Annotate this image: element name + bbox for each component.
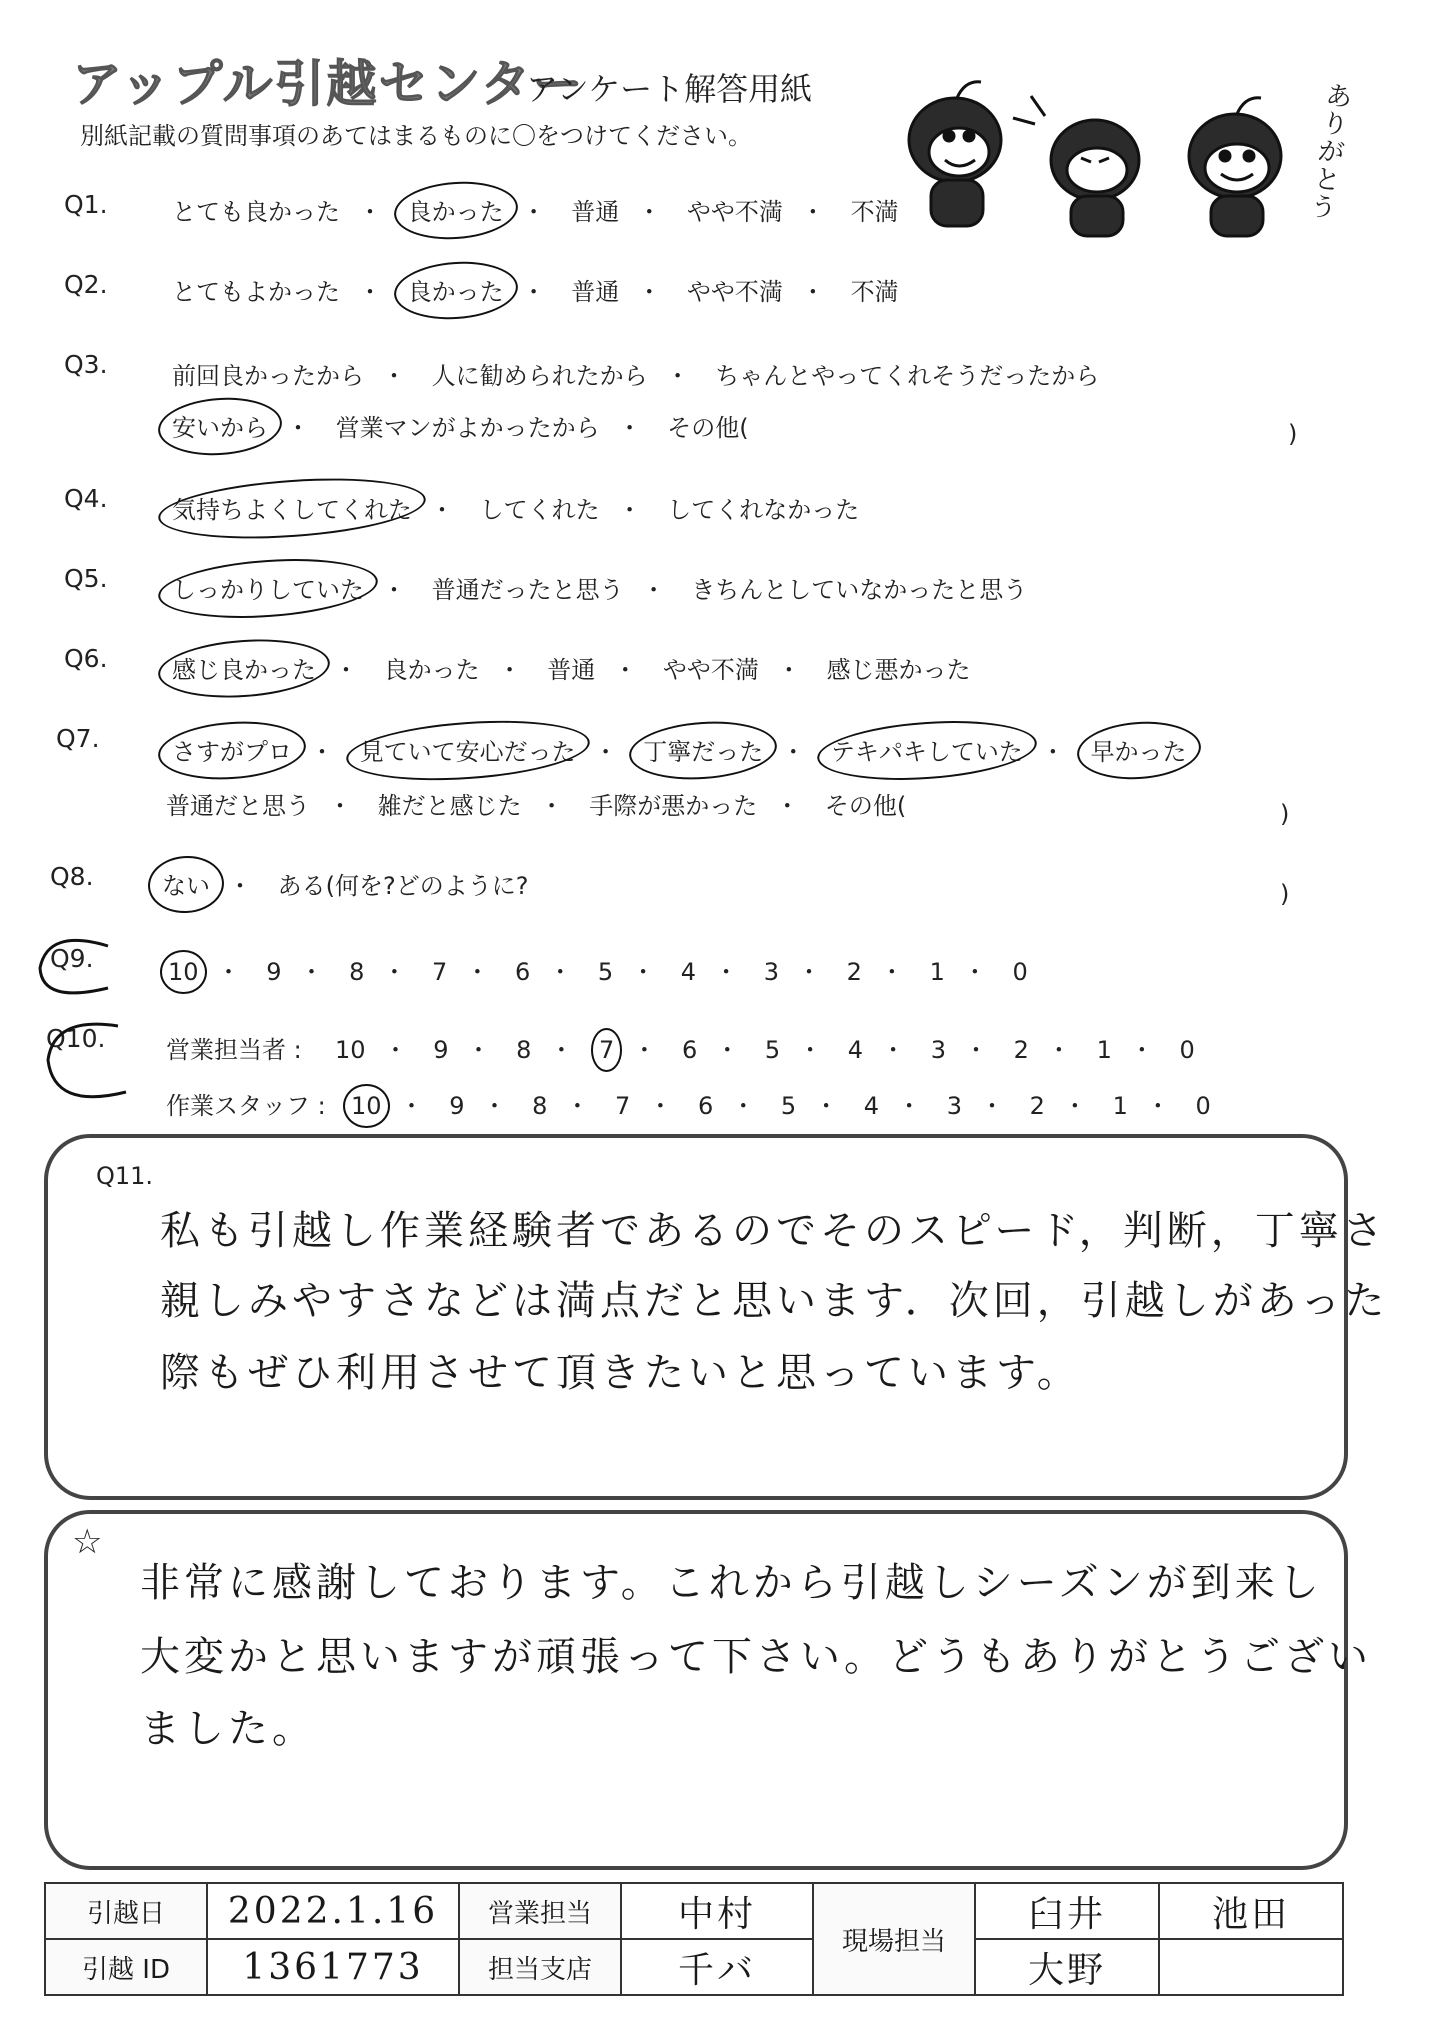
- q10-sales-score[interactable]: 10: [335, 1036, 366, 1064]
- q10-staff-score[interactable]: 2: [1029, 1092, 1045, 1120]
- q9-score[interactable]: 4: [680, 958, 697, 986]
- q2-option-selected[interactable]: 良かった: [408, 272, 504, 307]
- q10-staff-score[interactable]: 6: [697, 1092, 714, 1120]
- q3-option[interactable]: 人に勧められたから: [431, 362, 648, 390]
- q10-staff-score[interactable]: 1: [1112, 1092, 1128, 1120]
- q10-staff-score[interactable]: 5: [780, 1092, 797, 1120]
- star-comment-line: ました。: [140, 1706, 316, 1752]
- q9-score[interactable]: 9: [266, 958, 282, 986]
- q10-sales-score[interactable]: 8: [516, 1036, 532, 1064]
- q6-options: 感じ良かった ・ 良かった ・ 普通 ・ やや不満 ・ 感じ悪かった: [172, 650, 971, 685]
- q7-options-line1: さすがプロ ・ 見ていて安心だった ・ 丁寧だった ・ テキパキしていた ・ 早かった: [172, 732, 1187, 767]
- q9-score[interactable]: 5: [597, 958, 614, 986]
- branch-label: 担当支店: [459, 1939, 621, 1995]
- q8-label: Q8.: [50, 862, 94, 891]
- q10-label: Q10.: [46, 1024, 106, 1053]
- q10-staff-score-selected[interactable]: 10: [351, 1092, 382, 1120]
- q6-option[interactable]: 普通: [547, 656, 596, 684]
- q9-score-selected[interactable]: 10: [168, 958, 199, 986]
- thanks-text: ありがとう: [1308, 80, 1354, 225]
- q10-staff-score[interactable]: 7: [615, 1092, 631, 1120]
- q3-option[interactable]: 営業マンがよかったから: [335, 414, 600, 442]
- q3-options-line2: 安いから ・ 営業マンがよかったから ・ その他(: [172, 408, 749, 443]
- q6-option[interactable]: やや不満: [662, 656, 759, 684]
- q1-option[interactable]: とても良かった: [172, 198, 340, 226]
- q8-option[interactable]: ある(何を?どのように?: [277, 872, 529, 900]
- q7-option-selected[interactable]: 見ていて安心だった: [360, 732, 576, 767]
- instruction-text: 別紙記載の質問事項のあてはまるものに〇をつけてください。: [80, 122, 752, 150]
- q7-options-line2: 普通だと思う ・ 雑だと感じた ・ 手際が悪かった ・ その他(: [166, 786, 906, 821]
- q7-close-paren: ): [1280, 800, 1290, 828]
- q10-staff-score[interactable]: 3: [946, 1092, 962, 1120]
- q10-staff-row: 作業スタッフ : 10 ・ 9 ・ 8 ・ 7 ・ 6 ・ 5 ・ 4 ・ 3 ・ 2 ・ 1 ・ 0: [166, 1092, 1211, 1120]
- q2-option[interactable]: とてもよかった: [172, 278, 340, 306]
- q10-staff-score[interactable]: 0: [1195, 1092, 1211, 1120]
- q1-label: Q1.: [64, 190, 108, 219]
- site-staff-2[interactable]: 池田: [1159, 1883, 1343, 1939]
- footer-info-table: [44, 1882, 1344, 1996]
- q3-option[interactable]: ちゃんとやってくれそうだったから: [715, 362, 1100, 390]
- sales-value[interactable]: 中村: [621, 1883, 813, 1939]
- q9-score[interactable]: 8: [349, 958, 365, 986]
- q4-options: 気持ちよくしてくれた ・ してくれた ・ してくれなかった: [172, 490, 859, 525]
- q4-option[interactable]: してくれた: [479, 496, 600, 524]
- move-date-label: 引越日: [45, 1883, 207, 1939]
- q9-score[interactable]: 7: [432, 958, 448, 986]
- q1-option-selected[interactable]: 良かった: [408, 192, 504, 227]
- q5-option[interactable]: きちんとしていなかったと思う: [691, 576, 1028, 604]
- q10-staff-score[interactable]: 4: [863, 1092, 880, 1120]
- q7-option-selected[interactable]: 丁寧だった: [643, 732, 763, 767]
- form-subtitle: アンケート解答用紙: [526, 70, 813, 108]
- q5-label: Q5.: [64, 564, 108, 593]
- q11-comment-line: 際もぜひ利用させて頂きたいと思っています。: [160, 1350, 1081, 1396]
- q10-sales-score[interactable]: 1: [1096, 1036, 1112, 1064]
- q11-comment-line: 親しみやすさなどは満点だと思います．次回，引越しがあった: [160, 1278, 1389, 1324]
- q8-options: ない ・ ある(何を?どのように?: [162, 866, 528, 901]
- star-comment-line: 非常に感謝しております。これから引越しシーズンが到来し: [140, 1560, 1323, 1606]
- q10-sales-label: 営業担当者 :: [166, 1036, 302, 1064]
- site-staff-3[interactable]: 大野: [975, 1939, 1159, 1995]
- q3-option[interactable]: その他(: [667, 414, 749, 442]
- q7-option[interactable]: その他(: [824, 792, 907, 820]
- site-staff-1[interactable]: 臼井: [975, 1883, 1159, 1939]
- site-staff-empty[interactable]: [1159, 1939, 1343, 1995]
- company-title: アップル引越センター: [72, 55, 585, 113]
- q10-sales-score[interactable]: 2: [1013, 1036, 1029, 1064]
- q2-options: とてもよかった ・ 良かった ・ 普通 ・ やや不満 ・ 不満: [172, 272, 899, 307]
- q9-hand-circle: [28, 928, 128, 1008]
- q1-options: とても良かった ・ 良かった ・ 普通 ・ やや不満 ・ 不満: [172, 192, 899, 227]
- q2-label: Q2.: [64, 270, 108, 299]
- q10-sales-score-selected[interactable]: 7: [599, 1036, 615, 1064]
- monkey-mascot-illustration: [895, 60, 1315, 240]
- q3-close-paren: ): [1288, 420, 1298, 448]
- q7-option-selected[interactable]: 早かった: [1091, 732, 1187, 767]
- q1-option[interactable]: 普通: [571, 198, 620, 226]
- move-date-value[interactable]: 2022.1.16: [207, 1883, 459, 1939]
- q7-option-selected[interactable]: さすがプロ: [172, 732, 292, 767]
- branch-value[interactable]: 千バ: [621, 1939, 813, 1995]
- q3-option-selected[interactable]: 安いから: [172, 408, 268, 443]
- move-id-label: 引越 ID: [45, 1939, 207, 1995]
- q6-option[interactable]: 良かった: [383, 656, 480, 684]
- q5-option[interactable]: 普通だったと思う: [431, 576, 624, 604]
- q10-sales-score[interactable]: 4: [847, 1036, 864, 1064]
- q7-option[interactable]: 普通だと思う: [166, 792, 310, 820]
- sales-label: 営業担当: [459, 1883, 621, 1939]
- site-label: 現場担当: [813, 1883, 975, 1995]
- q10-sales-score[interactable]: 3: [930, 1036, 946, 1064]
- q10-staff-score[interactable]: 8: [532, 1092, 548, 1120]
- q9-score[interactable]: 3: [763, 958, 779, 986]
- q9-score[interactable]: 6: [514, 958, 531, 986]
- q9-scale: 10 ・ 9 ・ 8 ・ 7 ・ 6 ・ 5 ・ 4 ・ 3 ・ 2 ・ 1 ・ 0: [168, 958, 1028, 986]
- q7-option[interactable]: 手際が悪かった: [589, 792, 758, 820]
- q2-option[interactable]: 不満: [850, 278, 899, 306]
- move-id-value[interactable]: 1361773: [207, 1939, 459, 1995]
- q10-hand-circle: [36, 1010, 146, 1120]
- q6-option[interactable]: 感じ悪かった: [826, 656, 971, 684]
- q4-label: Q4.: [64, 484, 108, 513]
- q7-label: Q7.: [56, 724, 100, 753]
- q2-option[interactable]: 普通: [571, 278, 620, 306]
- star-icon: ☆: [72, 1522, 103, 1562]
- q3-options-line1: 前回良かったから ・ 人に勧められたから ・ ちゃんとやってくれそうだったから: [172, 356, 1099, 391]
- star-comment-line: 大変かと思いますが頑張って下さい。どうもありがとうござい: [140, 1634, 1372, 1680]
- q10-staff-label: 作業スタッフ :: [166, 1092, 326, 1120]
- q7-option[interactable]: 雑だと感じた: [377, 792, 522, 820]
- q10-sales-row: 営業担当者 : 10 ・ 9 ・ 8 ・ 7 ・ 6 ・ 5 ・ 4 ・ 3 ・ 2 ・ 1 ・ 0: [166, 1036, 1195, 1064]
- q3-option[interactable]: 前回良かったから: [172, 362, 364, 390]
- q6-label: Q6.: [64, 644, 108, 673]
- q9-score[interactable]: 0: [1012, 958, 1028, 986]
- q9-score[interactable]: 2: [846, 958, 862, 986]
- q1-option[interactable]: 不満: [850, 198, 899, 226]
- q10-staff-score[interactable]: 9: [449, 1092, 465, 1120]
- q2-option[interactable]: やや不満: [686, 278, 783, 306]
- q9-label: Q9.: [50, 944, 94, 973]
- q11-label: Q11.: [96, 1162, 154, 1190]
- q7-option-selected[interactable]: テキパキしていた: [831, 732, 1023, 767]
- q6-option-selected[interactable]: 感じ良かった: [172, 650, 316, 685]
- q10-sales-score[interactable]: 0: [1179, 1036, 1195, 1064]
- q11-comment-line: 私も引越し作業経験者であるのでそのスピード，判断，丁寧さ: [160, 1208, 1387, 1254]
- q10-sales-score[interactable]: 5: [764, 1036, 781, 1064]
- q4-option[interactable]: してくれなかった: [667, 496, 860, 524]
- q5-options: しっかりしていた ・ 普通だったと思う ・ きちんとしていなかったと思う: [172, 570, 1027, 605]
- q8-option-selected[interactable]: ない: [162, 866, 210, 901]
- q1-option[interactable]: やや不満: [686, 198, 783, 226]
- q9-score[interactable]: 1: [929, 958, 945, 986]
- q10-sales-score[interactable]: 9: [433, 1036, 449, 1064]
- q8-close-paren: ): [1280, 880, 1290, 908]
- q5-option-selected[interactable]: しっかりしていた: [172, 570, 364, 605]
- q3-label: Q3.: [64, 350, 108, 379]
- q10-sales-score[interactable]: 6: [681, 1036, 698, 1064]
- q4-option-selected[interactable]: 気持ちよくしてくれた: [172, 490, 412, 525]
